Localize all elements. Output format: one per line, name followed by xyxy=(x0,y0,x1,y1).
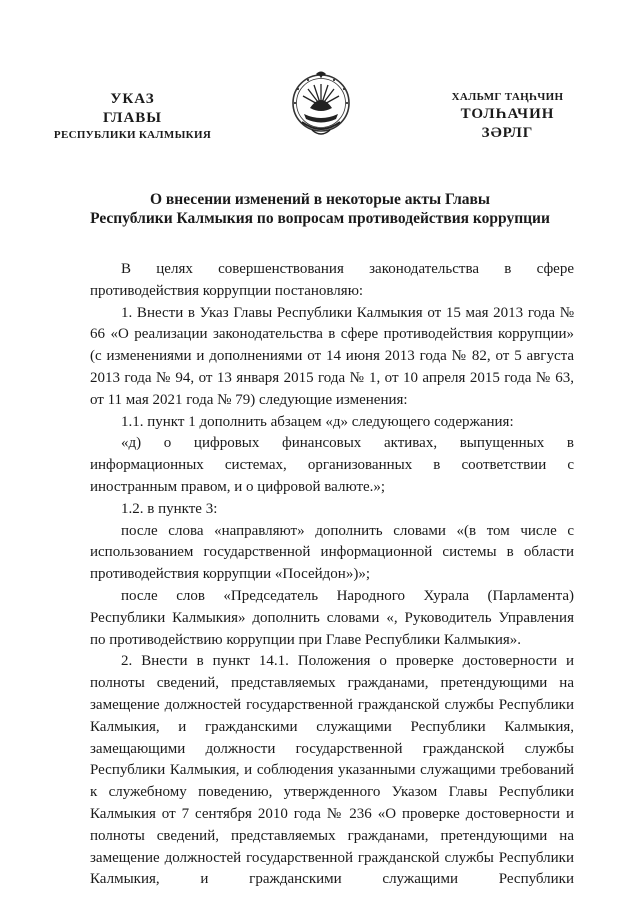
kalmykia-coat-of-arms-icon xyxy=(290,70,352,140)
paragraph-item-1-2-b: после слов «Председатель Народного Хурала (Парламента) Республики Калмыкия» дополнить словами «, Руководитель Управления по противодействию коррупции при Главе Республики Калмыкия». xyxy=(90,587,574,648)
header-left-line2: ГЛАВЫ xyxy=(102,110,163,126)
paragraph-item-1-1: 1.1. пункт 1 дополнить абзацем «д» следующего содержания: xyxy=(121,413,514,430)
header-right-line3: ЗӘРЛГ xyxy=(481,125,534,141)
title-line1: О внесении изменений в некоторые акты Главы xyxy=(149,191,491,208)
paragraph-item-1-2: 1.2. в пункте 3: xyxy=(121,500,218,517)
header-right-line1: ХАЛЬМГ ТАҢҺЧИН xyxy=(451,91,564,103)
paragraph-item-2: 2. Внести в пункт 14.1. Положения о проверке достоверности и полноты сведений, представляемых гражданами, претендующими на замещение должностей государственной гражданской службы Республики Калмыкия, и гражданскими служащими Республики Калмыкия, замещающими должности государственной гражданской службы Республики Калмыкия, и соблюдения указанными служащими требований к служебному поведению, утвержденного Указом Главы Республики Калмыкия от 7 сентября 2010 года № 236 «О проверке достоверности и полноты сведений, представляемых гражданами, претендующими на замещение должностей государственной гражданской службы Республики Калмыкия, и гражданскими служащими Республики xyxy=(90,653,574,888)
header-left-line1: УКАЗ xyxy=(110,91,155,107)
header-right-line2: ТОЛҺАЧИН xyxy=(460,106,555,122)
title-line2: Республики Калмыкия по вопросам противодействия коррупции xyxy=(90,210,550,227)
header-right xyxy=(415,90,600,143)
document-title xyxy=(60,190,580,228)
paragraph-item-1-2-a: после слова «направляют» дополнить словами «(в том числе с использованием государственной информационной системы в области противодействия коррупции «Посейдон»)»; xyxy=(90,522,574,583)
paragraph-item-1: 1. Внести в Указ Главы Республики Калмыкия от 15 мая 2013 года № 66 «О реализации законодательства в сфере противодействия коррупции» (с изменениями и дополнениями от 14 июня 2013 года № 82, от 5 августа 2013 года № 94, от 13 января 2015 года № 1, от 10 апреля 2015 года № 63, от 11 мая 2021 года № 79) следующие изменения: xyxy=(90,304,574,408)
paragraph-preamble: В целях совершенствования законодательства в сфере противодействия коррупции постановляю: xyxy=(90,261,574,299)
document-body xyxy=(90,259,574,891)
header-left xyxy=(40,90,225,143)
header-left-line3: РЕСПУБЛИКИ КАЛМЫКИЯ xyxy=(53,129,212,141)
paragraph-item-1-1-text: «д) о цифровых финансовых активах, выпущенных в информационных системах, организованных в соответствии с иностранным правом, и о цифровой валюте.»; xyxy=(90,435,574,495)
